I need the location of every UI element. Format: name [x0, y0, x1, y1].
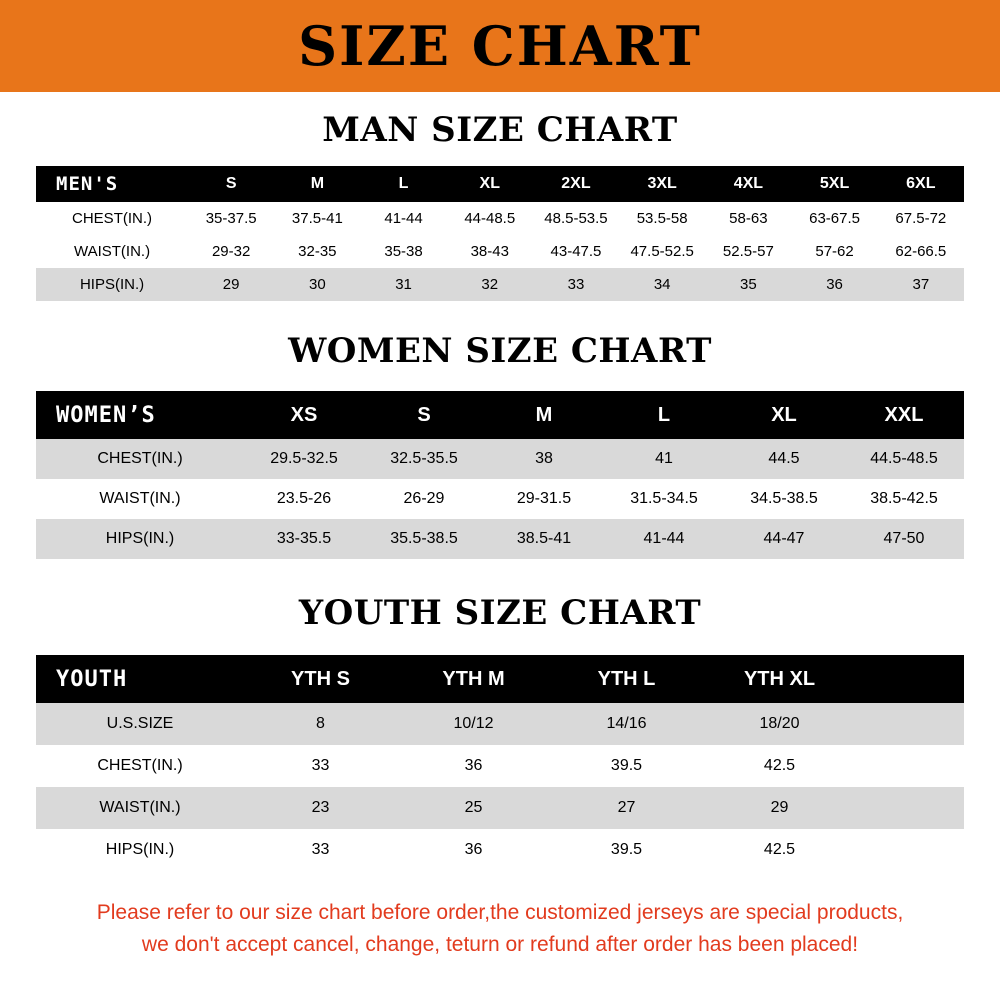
youth-header-spacer [856, 655, 964, 703]
man-cell: 67.5-72 [878, 202, 964, 235]
man-row-label: WAIST(IN.) [36, 235, 188, 268]
women-cell: 23.5-26 [244, 479, 364, 519]
man-row-label: CHEST(IN.) [36, 202, 188, 235]
man-col-header: S [188, 166, 274, 202]
women-cell: 32.5-35.5 [364, 439, 484, 479]
women-row-label: CHEST(IN.) [36, 439, 244, 479]
man-col-header: L [360, 166, 446, 202]
man-cell: 31 [360, 268, 446, 301]
women-col-header: XL [724, 391, 844, 439]
women-cell: 38 [484, 439, 604, 479]
women-cell: 29.5-32.5 [244, 439, 364, 479]
table-header-row [36, 655, 964, 703]
youth-cell: 14/16 [550, 703, 703, 745]
youth-cell: 39.5 [550, 829, 703, 871]
youth-cell: 36 [397, 745, 550, 787]
man-cell: 29-32 [188, 235, 274, 268]
man-col-header: 4XL [705, 166, 791, 202]
man-cell: 41-44 [360, 202, 446, 235]
man-cell: 63-67.5 [791, 202, 877, 235]
table-row [36, 479, 964, 519]
man-col-header: M [274, 166, 360, 202]
page-title: SIZE CHART [298, 14, 702, 78]
women-cell: 29-31.5 [484, 479, 604, 519]
man-col-header: 2XL [533, 166, 619, 202]
footer-note [18, 897, 982, 960]
table-row [36, 268, 964, 301]
man-cell: 53.5-58 [619, 202, 705, 235]
youth-cell: 33 [244, 829, 397, 871]
women-cell: 35.5-38.5 [364, 519, 484, 559]
man-cell: 47.5-52.5 [619, 235, 705, 268]
women-cell: 26-29 [364, 479, 484, 519]
youth-row-label: HIPS(IN.) [36, 829, 244, 871]
women-cell: 38.5-42.5 [844, 479, 964, 519]
man-cell: 36 [791, 268, 877, 301]
women-cell: 44-47 [724, 519, 844, 559]
youth-col-header: YTH L [550, 655, 703, 703]
table-row [36, 703, 964, 745]
man-col-header: 6XL [878, 166, 964, 202]
man-col-header: 5XL [791, 166, 877, 202]
women-cell: 41-44 [604, 519, 724, 559]
youth-cell-spacer [856, 787, 964, 829]
youth-cell: 29 [703, 787, 856, 829]
table-row [36, 787, 964, 829]
youth-cell: 8 [244, 703, 397, 745]
man-cell: 38-43 [447, 235, 533, 268]
women-size-table [36, 391, 964, 559]
table-header-row [36, 391, 964, 439]
youth-row-label: U.S.SIZE [36, 703, 244, 745]
women-cell: 34.5-38.5 [724, 479, 844, 519]
man-cell: 57-62 [791, 235, 877, 268]
man-cell: 62-66.5 [878, 235, 964, 268]
table-row [36, 829, 964, 871]
youth-corner-label: YOUTH [36, 655, 244, 703]
youth-size-table [36, 655, 964, 871]
man-cell: 29 [188, 268, 274, 301]
man-cell: 37.5-41 [274, 202, 360, 235]
man-cell: 43-47.5 [533, 235, 619, 268]
youth-row-label: CHEST(IN.) [36, 745, 244, 787]
women-col-header: L [604, 391, 724, 439]
women-cell: 47-50 [844, 519, 964, 559]
women-section-title: WOMEN SIZE CHART [288, 331, 712, 371]
youth-row-label: WAIST(IN.) [36, 787, 244, 829]
women-row-label: WAIST(IN.) [36, 479, 244, 519]
youth-cell-spacer [856, 703, 964, 745]
man-cell: 35-37.5 [188, 202, 274, 235]
man-col-header: 3XL [619, 166, 705, 202]
man-cell: 30 [274, 268, 360, 301]
man-cell: 33 [533, 268, 619, 301]
man-cell: 58-63 [705, 202, 791, 235]
man-cell: 34 [619, 268, 705, 301]
youth-col-header: YTH XL [703, 655, 856, 703]
women-cell: 31.5-34.5 [604, 479, 724, 519]
man-corner-label: MEN'S [36, 166, 188, 202]
man-row-label: HIPS(IN.) [36, 268, 188, 301]
women-cell: 38.5-41 [484, 519, 604, 559]
youth-cell: 27 [550, 787, 703, 829]
table-row [36, 745, 964, 787]
table-row [36, 519, 964, 559]
man-cell: 48.5-53.5 [533, 202, 619, 235]
youth-section-title: YOUTH SIZE CHART [298, 593, 702, 633]
youth-cell-spacer [856, 829, 964, 871]
table-row [36, 439, 964, 479]
man-col-header: XL [447, 166, 533, 202]
man-size-table [36, 166, 964, 301]
youth-cell-spacer [856, 745, 964, 787]
youth-cell: 25 [397, 787, 550, 829]
women-row-label: HIPS(IN.) [36, 519, 244, 559]
women-cell: 41 [604, 439, 724, 479]
women-col-header: S [364, 391, 484, 439]
women-cell: 44.5-48.5 [844, 439, 964, 479]
youth-col-header: YTH M [397, 655, 550, 703]
man-cell: 35-38 [360, 235, 446, 268]
table-row [36, 235, 964, 268]
table-header-row [36, 166, 964, 202]
man-cell: 32 [447, 268, 533, 301]
footer-note-line1: Please refer to our size chart before order,the customized jerseys are special products, [96, 901, 904, 924]
women-col-header: XS [244, 391, 364, 439]
youth-col-header: YTH S [244, 655, 397, 703]
man-section-title: MAN SIZE CHART [322, 110, 678, 150]
youth-cell: 36 [397, 829, 550, 871]
women-cell: 33-35.5 [244, 519, 364, 559]
women-corner-label: WOMEN’S [36, 391, 244, 439]
women-col-header: XXL [844, 391, 964, 439]
table-row [36, 202, 964, 235]
youth-cell: 42.5 [703, 745, 856, 787]
women-col-header: M [484, 391, 604, 439]
man-cell: 32-35 [274, 235, 360, 268]
youth-cell: 18/20 [703, 703, 856, 745]
youth-cell: 42.5 [703, 829, 856, 871]
header-banner [0, 0, 1000, 92]
man-cell: 37 [878, 268, 964, 301]
man-cell: 35 [705, 268, 791, 301]
youth-cell: 39.5 [550, 745, 703, 787]
youth-cell: 23 [244, 787, 397, 829]
man-cell: 44-48.5 [447, 202, 533, 235]
footer-note-line2: we don't accept cancel, change, teturn or refund after order has been placed! [141, 932, 859, 956]
youth-cell: 10/12 [397, 703, 550, 745]
youth-cell: 33 [244, 745, 397, 787]
man-cell: 52.5-57 [705, 235, 791, 268]
women-cell: 44.5 [724, 439, 844, 479]
